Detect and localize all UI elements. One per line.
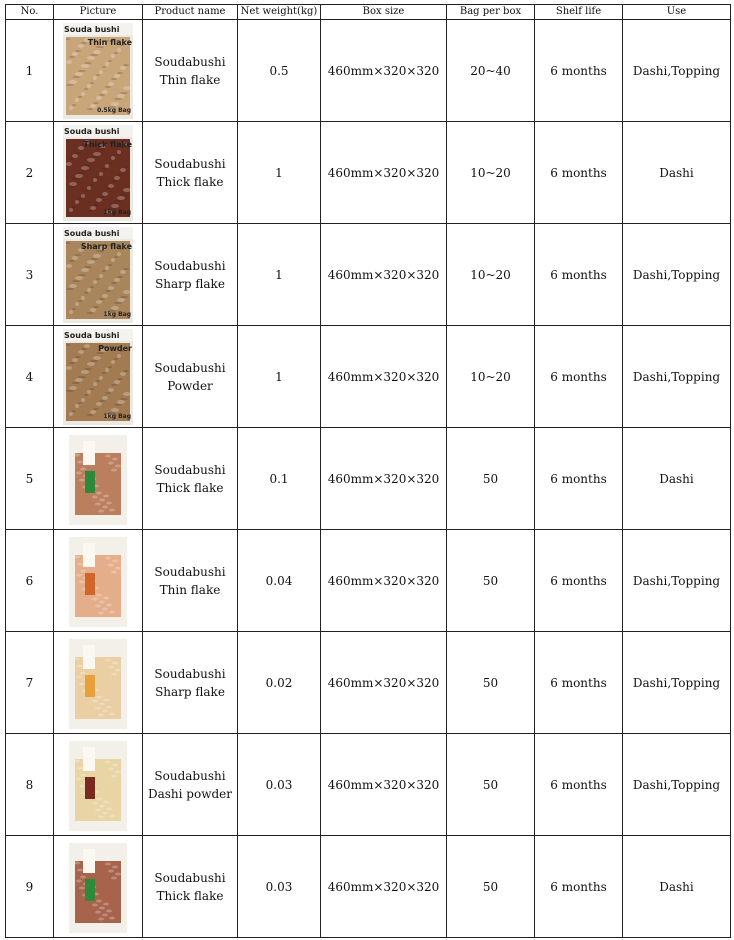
product-bag-image [63, 839, 133, 935]
product-bag-image [63, 125, 133, 221]
bag-per-box: 50 [447, 836, 535, 938]
product-name-line-1: Soudabushi [154, 564, 226, 579]
table-row [6, 836, 731, 938]
box-size: 460mm×320×320 [321, 326, 447, 428]
product-bag-image [63, 227, 133, 323]
table-row [6, 734, 731, 836]
product-picture [54, 428, 143, 530]
row-number: 8 [6, 734, 54, 836]
bag-label-weight: 0.5kg Bag [97, 106, 131, 114]
bag-per-box: 20~40 [447, 20, 535, 122]
bag-label-type: Powder [98, 343, 132, 353]
box-size: 460mm×320×320 [321, 734, 447, 836]
box-size: 460mm×320×320 [321, 224, 447, 326]
product-name-line-2: Powder [167, 378, 213, 393]
header-net-weight: Net weight(kg) [238, 5, 321, 20]
net-weight: 0.03 [238, 734, 321, 836]
row-number: 9 [6, 836, 54, 938]
product-bag-image [63, 329, 133, 425]
product-picture [54, 632, 143, 734]
product-picture [54, 326, 143, 428]
product-name [143, 326, 238, 428]
row-number: 1 [6, 20, 54, 122]
net-weight: 0.03 [238, 836, 321, 938]
use: Dashi [623, 428, 731, 530]
product-picture [54, 836, 143, 938]
net-weight: 1 [238, 122, 321, 224]
product-name-line-2: Sharp flake [155, 684, 225, 699]
bag-label-weight: 1kg Bag [103, 412, 131, 420]
row-number: 7 [6, 632, 54, 734]
product-name-line-1: Soudabushi [154, 870, 226, 885]
header-row [6, 5, 731, 20]
bag-per-box: 50 [447, 530, 535, 632]
bag-illustration [63, 533, 133, 629]
bag-label-brand: Souda bushi [64, 126, 120, 136]
product-bag-image [63, 737, 133, 833]
bag-per-box: 50 [447, 632, 535, 734]
product-bag-image [63, 635, 133, 731]
product-name [143, 20, 238, 122]
shelf-life: 6 months [535, 428, 623, 530]
box-size: 460mm×320×320 [321, 632, 447, 734]
product-name-line-2: Thin flake [159, 72, 221, 87]
product-picture [54, 20, 143, 122]
box-size: 460mm×320×320 [321, 20, 447, 122]
header-no: No. [6, 5, 54, 20]
product-name-line-2: Thick flake [156, 480, 224, 495]
table-row [6, 632, 731, 734]
use: Dashi [623, 836, 731, 938]
box-size: 460mm×320×320 [321, 836, 447, 938]
product-name-line-1: Soudabushi [154, 768, 226, 783]
product-name [143, 632, 238, 734]
net-weight: 0.02 [238, 632, 321, 734]
product-bag-image [63, 23, 133, 119]
product-name-line-2: Thick flake [156, 174, 224, 189]
bag-label-brand: Souda bushi [64, 228, 120, 238]
net-weight: 0.5 [238, 20, 321, 122]
header-bag-per-box: Bag per box [447, 5, 535, 20]
bag-illustration [63, 839, 133, 935]
bag-per-box: 10~20 [447, 122, 535, 224]
table-row [6, 122, 731, 224]
product-name [143, 428, 238, 530]
product-name [143, 122, 238, 224]
bag-per-box: 10~20 [447, 326, 535, 428]
row-number: 6 [6, 530, 54, 632]
product-name-line-1: Soudabushi [154, 258, 226, 273]
product-picture [54, 224, 143, 326]
bag-label-type: Sharp flake [80, 241, 132, 251]
use: Dashi,Topping [623, 224, 731, 326]
product-name [143, 734, 238, 836]
header-picture: Picture [54, 5, 143, 20]
bag-label-weight: 1kg Bag [103, 208, 131, 216]
header-product-name: Product name [143, 5, 238, 20]
bag-label-type: Thick flake [83, 139, 132, 149]
bag-illustration [63, 431, 133, 527]
shelf-life: 6 months [535, 326, 623, 428]
header-shelf-life: Shelf life [535, 5, 623, 20]
product-name-line-1: Soudabushi [154, 360, 226, 375]
product-bag-image [63, 533, 133, 629]
product-picture [54, 122, 143, 224]
bag-per-box: 50 [447, 734, 535, 836]
net-weight: 1 [238, 224, 321, 326]
product-spec-table [5, 4, 731, 938]
row-number: 3 [6, 224, 54, 326]
product-name-line-1: Soudabushi [154, 666, 226, 681]
bag-illustration [63, 737, 133, 833]
product-bag-image [63, 431, 133, 527]
row-number: 2 [6, 122, 54, 224]
row-number: 5 [6, 428, 54, 530]
shelf-life: 6 months [535, 734, 623, 836]
product-name [143, 224, 238, 326]
product-name [143, 836, 238, 938]
product-name-line-1: Soudabushi [154, 54, 226, 69]
header-use: Use [623, 5, 731, 20]
product-name-line-2: Thick flake [156, 888, 224, 903]
bag-label-weight: 1kg Bag [103, 310, 131, 318]
product-name [143, 530, 238, 632]
use: Dashi,Topping [623, 326, 731, 428]
table-row [6, 20, 731, 122]
product-name-line-2: Thin flake [159, 582, 221, 597]
use: Dashi [623, 122, 731, 224]
product-name-line-1: Soudabushi [154, 462, 226, 477]
shelf-life: 6 months [535, 224, 623, 326]
product-picture [54, 734, 143, 836]
row-number: 4 [6, 326, 54, 428]
shelf-life: 6 months [535, 20, 623, 122]
shelf-life: 6 months [535, 122, 623, 224]
product-name-line-1: Soudabushi [154, 156, 226, 171]
product-picture [54, 530, 143, 632]
header-box-size: Box size [321, 5, 447, 20]
table-row [6, 530, 731, 632]
box-size: 460mm×320×320 [321, 428, 447, 530]
shelf-life: 6 months [535, 530, 623, 632]
use: Dashi,Topping [623, 20, 731, 122]
box-size: 460mm×320×320 [321, 122, 447, 224]
use: Dashi,Topping [623, 734, 731, 836]
product-name-line-2: Dashi powder [147, 786, 232, 801]
bag-illustration [63, 635, 133, 731]
bag-per-box: 50 [447, 428, 535, 530]
bag-label-type: Thin flake [87, 37, 132, 47]
use: Dashi,Topping [623, 632, 731, 734]
product-name-line-2: Sharp flake [155, 276, 225, 291]
bag-label-brand: Souda bushi [64, 330, 120, 340]
net-weight: 0.1 [238, 428, 321, 530]
use: Dashi,Topping [623, 530, 731, 632]
table-row [6, 326, 731, 428]
shelf-life: 6 months [535, 632, 623, 734]
table-row [6, 428, 731, 530]
bag-label-brand: Souda bushi [64, 24, 120, 34]
bag-per-box: 10~20 [447, 224, 535, 326]
shelf-life: 6 months [535, 836, 623, 938]
box-size: 460mm×320×320 [321, 530, 447, 632]
table-row [6, 224, 731, 326]
net-weight: 0.04 [238, 530, 321, 632]
net-weight: 1 [238, 326, 321, 428]
